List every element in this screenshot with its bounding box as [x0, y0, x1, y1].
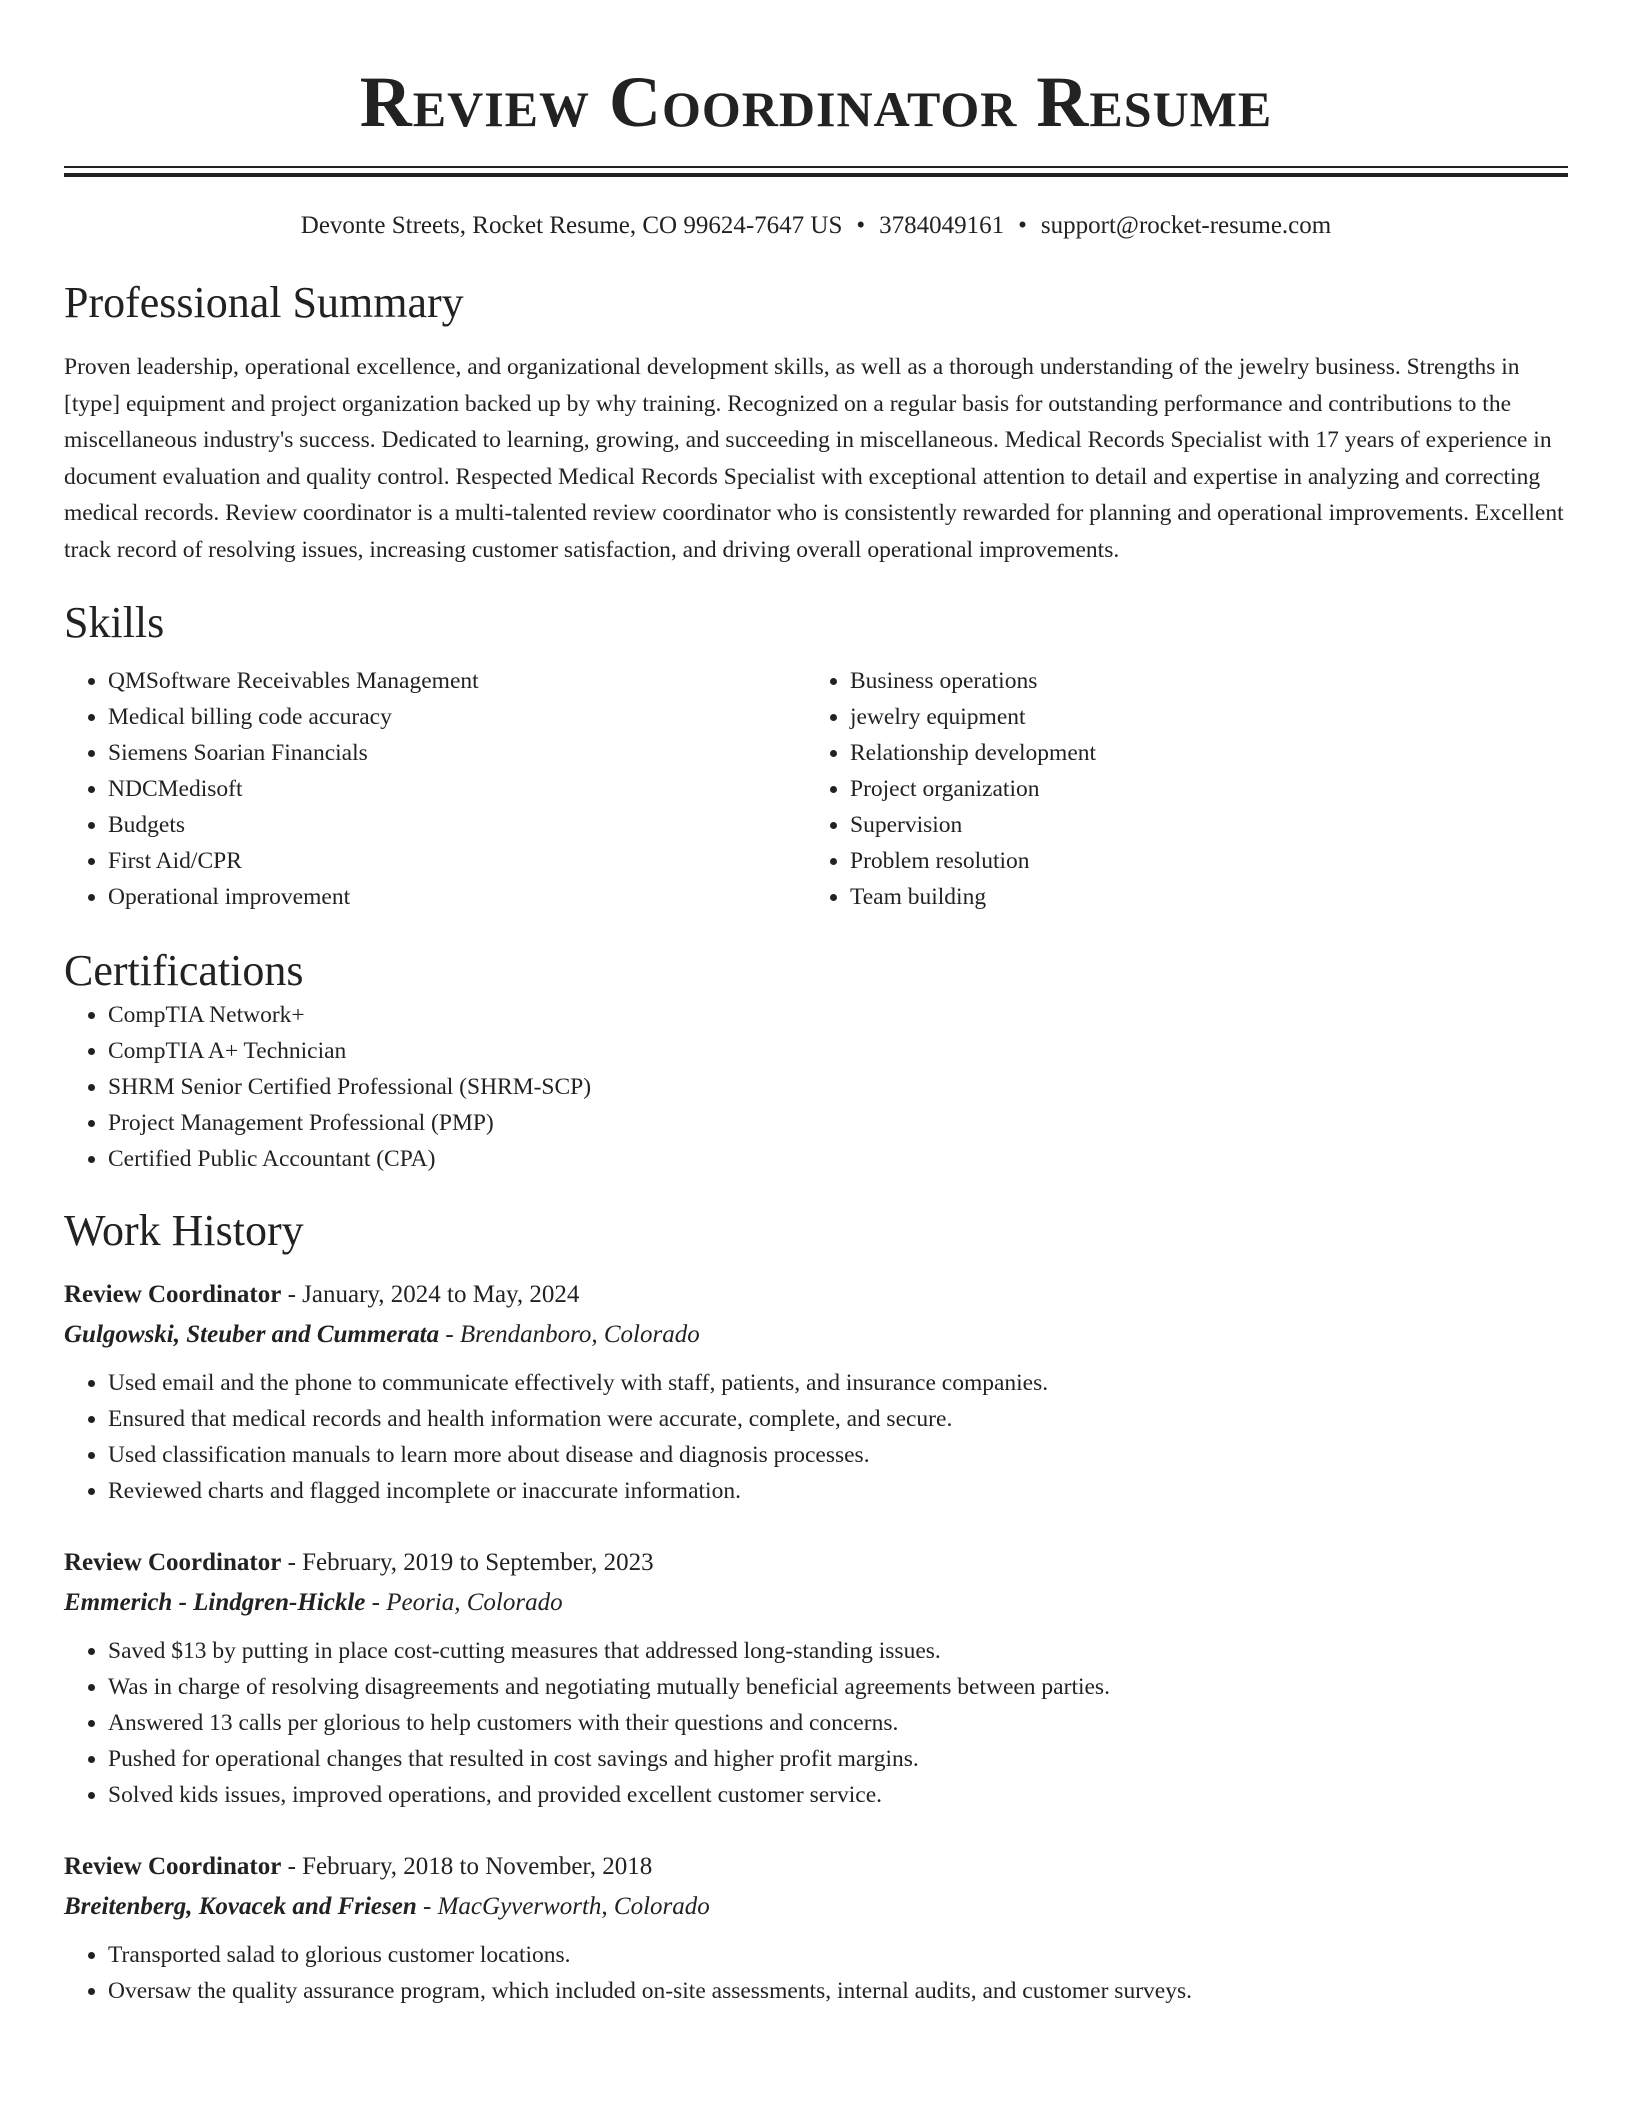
job-duty-item: • Oversaw the quality assurance program, which included on-site assessments, internal audits, and customer surveys. — [108, 1973, 1568, 2009]
job-duty-item: • Used classification manuals to learn more about disease and diagnosis processes. — [108, 1437, 1568, 1473]
skill-item: • jewelry equipment — [850, 699, 1548, 735]
skill-item: • Relationship development — [850, 735, 1548, 771]
contact-separator: • — [1018, 212, 1027, 239]
skill-item: • Medical billing code accuracy — [108, 699, 806, 735]
skills-column-left — [64, 663, 806, 915]
skills-heading: Skills — [64, 597, 165, 647]
job-title-line — [64, 1275, 1568, 1315]
job-company-line — [64, 1887, 1568, 1927]
certification-item: • Project Management Professional (PMP) — [108, 1105, 1568, 1141]
job-dates: - February, 2019 to September, 2023 — [281, 1548, 654, 1576]
contact-address: Devonte Streets, Rocket Resume, CO 99624-7647 US — [300, 212, 843, 239]
job-location: - MacGyverworth, Colorado — [416, 1892, 710, 1920]
job-title: Review Coordinator — [64, 1548, 282, 1576]
job-company-line — [64, 1315, 1568, 1355]
job-title-line — [64, 1847, 1568, 1887]
job-duty-item: • Was in charge of resolving disagreements and negotiating mutually beneficial agreements between parties. — [108, 1669, 1568, 1705]
job-entry — [64, 1275, 1568, 1509]
job-dates: - January, 2024 to May, 2024 — [281, 1280, 580, 1308]
job-location: - Peoria, Colorado — [365, 1588, 563, 1616]
skills-list-left — [64, 663, 806, 915]
certification-item: • Certified Public Accountant (CPA) — [108, 1141, 1568, 1177]
skill-item: • Supervision — [850, 807, 1548, 843]
skill-item: • NDCMedisoft — [108, 771, 806, 807]
contact-phone: 3784049161 — [879, 212, 1005, 239]
page-title: Review Coordinator Resume — [359, 62, 1273, 142]
job-duty-item: • Answered 13 calls per glorious to help customers with their questions and concerns. — [108, 1705, 1568, 1741]
skill-item: • Project organization — [850, 771, 1548, 807]
job-duty-item: • Ensured that medical records and health information were accurate, complete, and secure. — [108, 1401, 1568, 1437]
certification-item: • SHRM Senior Certified Professional (SHRM-SCP) — [108, 1069, 1568, 1105]
skill-item: • First Aid/CPR — [108, 843, 806, 879]
job-duty-item: • Used email and the phone to communicate effectively with staff, patients, and insurance companies. — [108, 1365, 1568, 1401]
job-duty-item: • Solved kids issues, improved operations, and provided excellent customer service. — [108, 1777, 1568, 1813]
contact-line — [64, 211, 1568, 241]
skills-column-right — [806, 663, 1548, 915]
skill-item: • Operational improvement — [108, 879, 806, 915]
title-divider — [64, 166, 1568, 177]
job-company: Emmerich - Lindgren-Hickle — [64, 1588, 366, 1616]
job-duties-list — [64, 1365, 1568, 1509]
job-entry — [64, 1847, 1568, 2009]
summary-heading: Professional Summary — [64, 278, 464, 327]
contact-separator: • — [856, 212, 866, 239]
skill-item: • Problem resolution — [850, 843, 1548, 879]
job-entry — [64, 1543, 1568, 1813]
work-history-heading: Work History — [64, 1205, 304, 1255]
resume-page — [64, 0, 1568, 2009]
skill-item: • QMSoftware Receivables Management — [108, 663, 806, 699]
skills-columns — [64, 663, 1568, 915]
job-company: Breitenberg, Kovacek and Friesen — [64, 1892, 417, 1920]
job-duty-item: • Pushed for operational changes that resulted in cost savings and higher profit margins. — [108, 1741, 1568, 1777]
skill-item: • Team building — [850, 879, 1548, 915]
skill-item: • Siemens Soarian Financials — [108, 735, 806, 771]
job-location: - Brendanboro, Colorado — [439, 1320, 700, 1348]
certifications-list — [64, 997, 1568, 1177]
job-duty-item: • Transported salad to glorious customer locations. — [108, 1937, 1568, 1973]
certification-item: • CompTIA Network+ — [108, 997, 1568, 1033]
job-company: Gulgowski, Steuber and Cummerata — [64, 1320, 440, 1348]
job-duty-item: • Saved $13 by putting in place cost-cutting measures that addressed long-standing issues. — [108, 1633, 1568, 1669]
job-company-line — [64, 1583, 1568, 1623]
job-duties-list — [64, 1633, 1568, 1813]
job-dates: - February, 2018 to November, 2018 — [281, 1852, 653, 1880]
job-duty-item: • Reviewed charts and flagged incomplete or inaccurate information. — [108, 1473, 1568, 1509]
summary-text: Proven leadership, operational excellence, and organizational development skills, as well as a thorough understanding of the jewelry business. Strengths in [type] equipment and project organization backed up by why training. Recognized on a regular basis for outstanding performance and contributions to the miscellaneous industry's success. Dedicated to learning, growing, and succeeding in miscellaneous. Medical Records Specialist with 17 years of experience in document evaluation and quality control. Respected Medical Records Specialist with exceptional attention to detail and expertise in analyzing and correcting medical records. Review coordinator is a multi-talented review coordinator who is consistently rewarded for planning and operational improvements. Excellent track record of resolving issues, increasing customer satisfaction, and driving overall operational improvements. — [64, 354, 1564, 563]
job-title: Review Coordinator — [64, 1280, 282, 1308]
job-title: Review Coordinator — [64, 1852, 282, 1880]
skill-item: • Business operations — [850, 663, 1548, 699]
skill-item: • Budgets — [108, 807, 806, 843]
skills-list-right — [806, 663, 1548, 915]
certifications-heading: Certifications — [64, 945, 304, 995]
contact-email: support@rocket-resume.com — [1040, 212, 1332, 239]
job-duties-list — [64, 1937, 1568, 2009]
certification-item: • CompTIA A+ Technician — [108, 1033, 1568, 1069]
job-title-line — [64, 1543, 1568, 1583]
